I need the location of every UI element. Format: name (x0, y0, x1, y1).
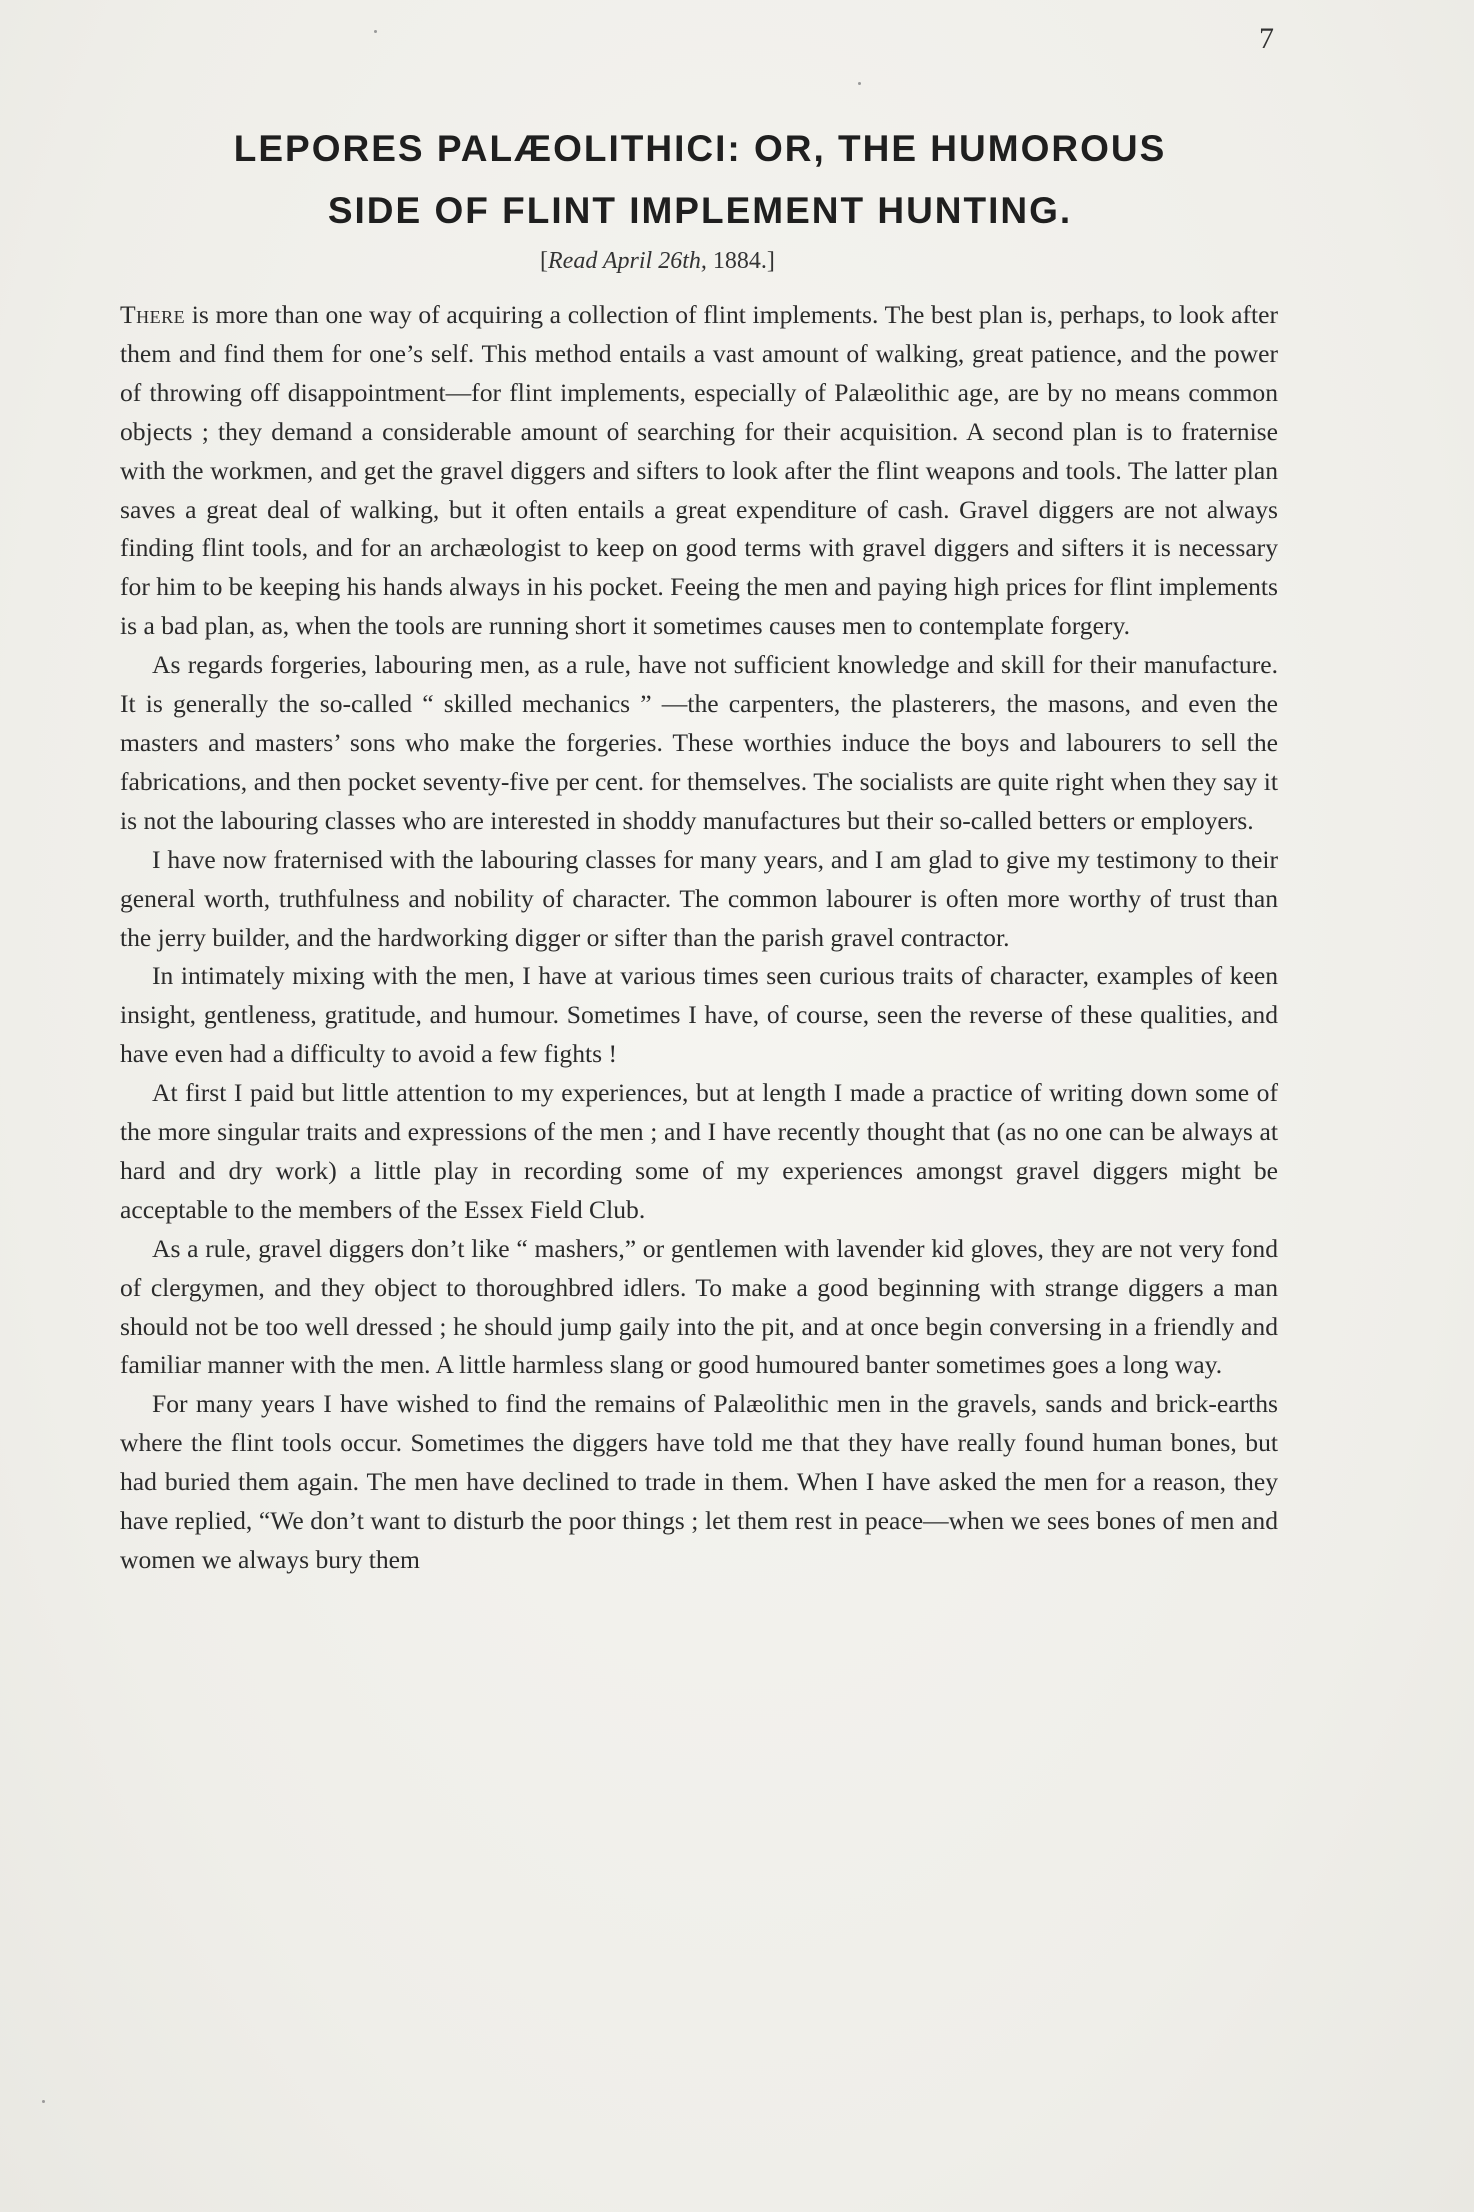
page-number: 7 (1259, 22, 1274, 55)
paragraph-6: As a rule, gravel diggers don’t like “ mashers,” or gentlemen with lavender kid gloves, they are not very fond of clergymen, and they object to thoroughbred idlers. To make a good beginning with strange diggers a man should not be too well dressed ; he should jump gaily into the pit, and at once begin conversing in a friendly and familiar manner with the men. A little harmless slang or good humoured banter sometimes goes a long way. (120, 1233, 1278, 1380)
paragraph-1-text: is more than one way of acquiring a collection of flint implements. The best plan is, perhaps, to look after them and find them for one’s self. This method entails a vast amount of walking, great patience, and the power of throwing off disappointment—for flint implements, especially of Palæolithic age, are by no means common objects ; they demand a considerable amount of searching for their acquisition. A second plan is to fraternise with the workmen, and get the gravel diggers and sifters to look after the flint weapons and tools. The latter plan saves a great deal of walking, but it often entails a great expenditure of cash. Gravel diggers are not always finding flint tools, and for an archæologist to keep on good terms with gravel diggers and sifters it is necessary for him to be keeping his hands always in his pocket. Feeing the men and paying high prices for flint implements is a bad plan, as, when the tools are running short it sometimes causes men to contemplate forgery. (120, 300, 1278, 641)
paragraph-5: At first I paid but little attention to my experiences, but at length I made a practice of writing down some of the more singular traits and expressions of the men ; and I have recently thought that (as no one can be always at hard and dry work) a little play in recording some of my experiences amongst gravel diggers might be acceptable to the members of the Essex Field Club. (120, 1078, 1278, 1224)
paper-speck (374, 30, 377, 33)
paper-speck (42, 2100, 45, 2103)
paragraph-2: As regards forgeries, labouring men, as a rule, have not sufficient knowledge and skill for their manufacture. It is generally the so-called “ skilled mechanics ” —the carpenters, the plasterers, the masons, and even the masters and masters’ sons who make the forgeries. These worthies induce the boys and labourers to sell the fabrications, and then pocket seventy-five per cent. for themselves. The socialists are quite right when they say it is not the labouring classes who are interested in shoddy manufactures but their so-called betters or employers. (120, 650, 1278, 835)
paragraph-1 (120, 296, 1278, 646)
article-body (120, 296, 1278, 1580)
read-note-italic: Read April 26th, (548, 248, 707, 274)
read-date-note (540, 248, 775, 275)
read-note-rest: 1884.] (706, 248, 775, 274)
drop-lead-word: There (120, 300, 186, 329)
title-line-2: SIDE OF FLINT IMPLEMENT HUNTING. (327, 190, 1073, 231)
read-note-open: [ (540, 248, 548, 274)
paragraph-4: In intimately mixing with the men, I have at various times seen curious traits of character, examples of keen insight, gentleness, gratitude, and humour. Sometimes I have, of course, seen the reverse of these qualities, and have even had a difficulty to avoid a few fights ! (120, 961, 1278, 1069)
paragraph-7: For many years I have wished to find the remains of Palæolithic men in the gravels, sands and brick-earths where the flint tools occur. Sometimes the diggers have told me that they have really found human bones, but had buried them again. The men have declined to trade in them. When I have asked the men for a reason, they have replied, “We don’t want to disturb the poor things ; let them rest in peace—when we sees bones of men and women we always bury them (120, 1389, 1278, 1574)
title-line-1: LEPORES PALÆOLITHICI: OR, THE HUMOROUS (233, 128, 1167, 169)
paper-speck (858, 82, 861, 85)
article-title (110, 118, 1290, 242)
paragraph-3: I have now fraternised with the labouring classes for many years, and I am glad to give my testimony to their general worth, truthfulness and nobility of character. The common labourer is often more worthy of trust than the jerry builder, and the hardworking digger or sifter than the parish gravel contractor. (120, 844, 1278, 952)
